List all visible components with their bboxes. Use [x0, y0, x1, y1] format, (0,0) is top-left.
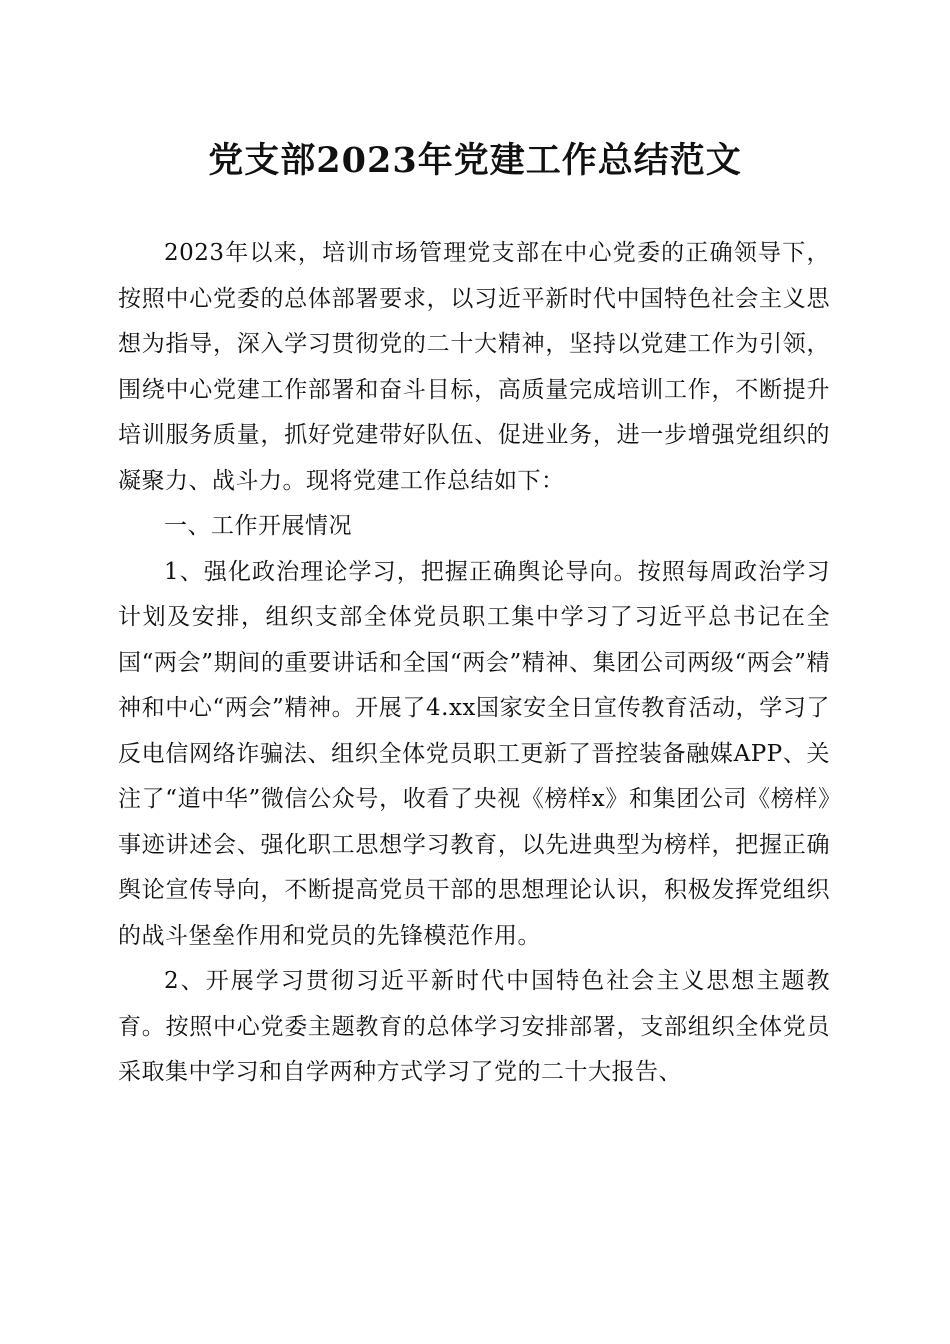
document-body — [118, 231, 830, 1096]
intro-paragraph: 2023年以来，培训市场管理党支部在中心党委的正确领导下，按照中心党委的总体部署要求，以习近平新时代中国特色社会主义思想为指导，深入学习贯彻党的二十大精神，坚持以党建工作为引领，围绕中心党建工作部署和奋斗目标，高质量完成培训工作，不断提升培训服务质量，抓好党建带好队伍、促进业务，进一步增强党组织的凝聚力、战斗力。现将党建工作总结如下： — [118, 240, 830, 494]
section-paragraph-2: 2、开展学习贯彻习近平新时代中国特色社会主义思想主题教育。按照中心党委主题教育的总体学习安排部署，支部组织全体党员采取集中学习和自学两种方式学习了党的二十大报告、 — [118, 968, 830, 1085]
section-paragraph-1: 1、强化政治理论学习，把握正确舆论导向。按照每周政治学习计划及安排，组织支部全体党员职工集中学习了习近平总书记在全国“两会”期间的重要讲话和全国“两会”精神、集团公司两级“两会”精神和中心“两会”精神。开展了4.xx国家安全日宣传教育活动，学习了反电信网络诈骗法、组织全体党员职工更新了晋控装备融媒APP、关注了“道中华”微信公众号，收看了央视《榜样x》和集团公司《榜样》事迹讲述会、强化职工思想学习教育，以先进典型为榜样，把握正确舆论宣传导向，不断提高党员干部的思想理论认识，积极发挥党组织的战斗堡垒作用和党员的先锋模范作用。 — [118, 558, 830, 949]
section-heading: 一、工作开展情况 — [164, 513, 352, 539]
document-title: 党支部2023年党建工作总结范文 — [208, 140, 742, 181]
